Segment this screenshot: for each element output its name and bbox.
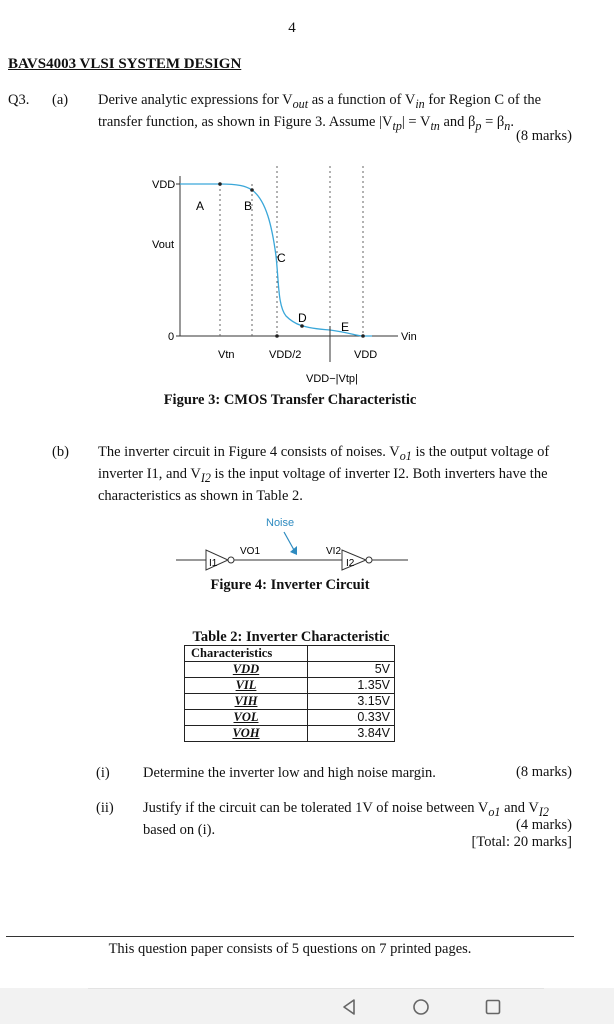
table-2 xyxy=(184,645,395,742)
table-cell-value: 3.84V xyxy=(308,726,395,742)
question-number: Q3. xyxy=(8,92,30,108)
part-b-label: (b) xyxy=(52,444,69,460)
sub-i-label: (i) xyxy=(96,765,110,781)
table-cell-value: 3.15V xyxy=(308,694,395,710)
recents-icon[interactable] xyxy=(484,998,502,1016)
table-cell-name: VOH xyxy=(185,726,308,742)
label-region-b: B xyxy=(244,199,253,213)
transfer-curve xyxy=(180,184,372,336)
table-cell-name: VOL xyxy=(185,710,308,726)
back-icon[interactable] xyxy=(340,998,358,1016)
page-number: 4 xyxy=(288,20,296,36)
table-cell-name: VIL xyxy=(185,678,308,694)
point-vdd xyxy=(361,334,365,338)
footer-text: This question paper consists of 5 questions on 7 printed pages. xyxy=(108,941,472,957)
label-vdd-half: VDD/2 xyxy=(269,349,302,361)
point-vtn xyxy=(218,182,222,186)
table-cell-name: VDD xyxy=(185,662,308,678)
part-a-marks: (8 marks) xyxy=(516,128,572,144)
table-row xyxy=(185,662,395,678)
table-header-row xyxy=(185,646,395,662)
table-2-caption: Table 2: Inverter Characteristic xyxy=(192,629,390,645)
sub-i-text: Determine the inverter low and high noise margin. xyxy=(143,765,436,781)
label-vi2: VI2 xyxy=(326,546,342,557)
noise-arrow xyxy=(284,532,294,550)
sub-ii-label: (ii) xyxy=(96,800,114,816)
table-row xyxy=(185,678,395,694)
label-vdd-y: VDD xyxy=(152,179,176,191)
table-cell-value: 5V xyxy=(308,662,395,678)
sub-ii-marks: (4 marks) xyxy=(516,817,572,833)
part-a-text: Derive analytic expressions for $V_{out}$ as a function of $V_{in}$ for Region C of the transfer function, as shown in Figure 3. Assume $|V_{tp}| = V_{tn}$ and $\beta_p = \beta_n$. xyxy=(98,92,542,133)
total-marks: [Total: 20 marks] xyxy=(471,834,572,850)
table-cell-name: VIH xyxy=(185,694,308,710)
figure-4-inverter-circuit xyxy=(176,512,416,576)
label-region-e: E xyxy=(341,320,350,334)
footer-divider xyxy=(6,936,574,937)
noise-arrowhead xyxy=(290,546,297,555)
label-vo1: VO1 xyxy=(240,546,261,557)
label-region-c: C xyxy=(277,251,286,265)
table-row xyxy=(185,710,395,726)
label-i2: I2 xyxy=(346,558,355,569)
figure-3-transfer-characteristic xyxy=(140,166,440,394)
label-vdd-x: VDD xyxy=(354,349,378,361)
table-cell-value: 0.33V xyxy=(308,710,395,726)
course-title: BAVS4003 VLSI SYSTEM DESIGN xyxy=(8,56,242,72)
part-b-text: The inverter circuit in Figure 4 consists of noises. $V_{o1}$ is the output voltage of inverter I1, and $V_{I2}$ is the input voltage of inverter I2. Both inverters have the characteristics as shown in Table 2. xyxy=(98,444,550,504)
table-header: Characteristics xyxy=(185,646,308,662)
label-i1: I1 xyxy=(209,558,218,569)
home-icon[interactable] xyxy=(412,998,430,1016)
noise-label: Noise xyxy=(266,517,295,529)
label-region-d: D xyxy=(298,311,307,325)
table-row xyxy=(185,726,395,742)
label-vout: Vout xyxy=(152,239,175,251)
figure-4-caption: Figure 4: Inverter Circuit xyxy=(210,577,370,593)
point-b xyxy=(250,188,254,192)
table-row xyxy=(185,694,395,710)
label-vdd-minus-vtp: VDD−|Vtp| xyxy=(306,373,358,385)
label-origin: 0 xyxy=(168,331,175,343)
sub-i-marks: (8 marks) xyxy=(516,764,572,780)
point-vdd2 xyxy=(275,334,279,338)
table-cell-value: 1.35V xyxy=(308,678,395,694)
label-region-a: A xyxy=(196,199,205,213)
navigation-bar xyxy=(0,988,614,1024)
sub-ii-text: Justify if the circuit can be tolerated 1V of noise between $V_{o1}$ and $V_{I2}$ based on (i). xyxy=(143,800,549,838)
label-vtn: Vtn xyxy=(218,349,235,361)
label-vin: Vin xyxy=(401,331,417,343)
part-a-label: (a) xyxy=(52,92,69,108)
figure-3-caption: Figure 3: CMOS Transfer Characteristic xyxy=(163,392,417,408)
